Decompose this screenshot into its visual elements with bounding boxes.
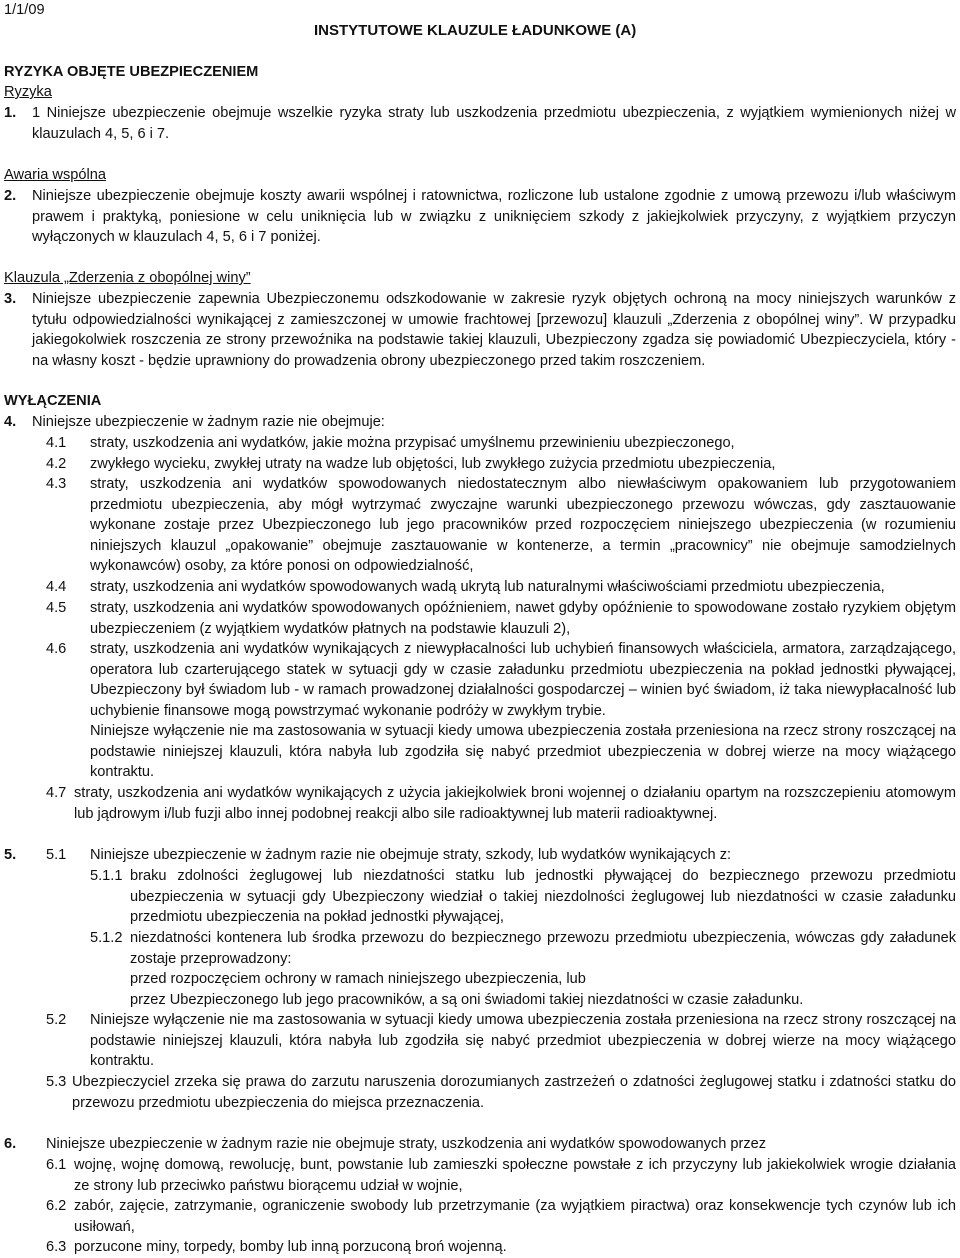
clause-1-text: 1 Niniejsze ubezpieczenie obejmuje wszelkie ryzyka straty lub uszkodzenia przedmiotu ubezpieczenia, z wyjątkiem wymienionych niżej w klauzulach 4, 5, 6 i 7. xyxy=(32,105,956,142)
clause-4-6-text: straty, uszkodzenia ani wydatków wynikających z niewypłacalności lub uchybień finansowych właściciela, armatora, zarządzającego, operatora lub czarterującego statek w sytuacji gdy w czasie załadunku przedmiotu ubezpieczenia na pokład jednostki pływającej, Ubezpieczony był świadom lub - w ramach prowadzonej działalności gospodarczej – winien być świadom, iż taka niewypłacalność lub uchybienie finansowe mogą powstrzymać wykonanie podróży w zwykłym trybie. xyxy=(90,641,956,719)
clause-4-1-number: 4.1 xyxy=(46,435,67,451)
clause-6-intro: Niniejsze ubezpieczenie w żadnym razie nie obejmuje straty, uszkodzenia ani wydatków spowodowanych przez xyxy=(46,1136,767,1152)
clause-4-1-text: straty, uszkodzenia ani wydatków, jakie można przypisać umyślnemu przewinieniu ubezpieczonego, xyxy=(90,435,735,451)
clause-5-1-1-text: braku zdolności żeglugowej lub niezdatności statku lub jednostki pływającej do bezpiecznego przewozu przedmiotu ubezpieczenia w sytuacji gdy Ubezpieczony wiedział o takiej niezdolności żeglugowej lub niezdatności w czasie załadunku przedmiotu ubezpieczenia na pokład jednostki pływającej, xyxy=(130,868,956,925)
clause-5-3-number: 5.3 xyxy=(46,1074,67,1090)
clause-5-3-text: Ubezpieczyciel zrzeka się prawa do zarzutu naruszenia dorozumianych zastrzeżeń o zdatności żeglugowej statku i zdatności statku do przewozu przedmiotu ubezpieczenia do miejsca przeznaczenia. xyxy=(72,1074,956,1111)
clause-4-2-text: zwykłego wycieku, zwykłej utraty na wadze lub objętości, lub zwykłego zużycia przedmiotu ubezpieczenia, xyxy=(90,456,776,472)
clause-2-heading: Awaria wspólna xyxy=(4,167,106,183)
clause-4-5-text: straty, uszkodzenia ani wydatków spowodowanych opóźnieniem, nawet gdyby opóźnienie to spowodowane zostało ryzykiem objętym ubezpieczeniem (z wyjątkiem wydatków płatnych na podstawie klauzuli 2), xyxy=(90,600,956,637)
clause-3-text: Niniejsze ubezpieczenie zapewnia Ubezpieczonemu odszkodowanie w zakresie ryzyk objętych ochroną na mocy niniejszych warunków z tytułu odpowiedzialności wynikającej z zamieszczonej w umowie frachtowej [przewozu] klauzuli „Zderzenia z obopólnej winy”. W przypadku jakiegokolwiek roszczenia ze strony przewoźnika na podstawie takiej klauzuli, Ubezpieczony zgadza się powiadomić Ubezpieczyciela, który - na własny koszt - będzie uprawniony do prowadzenia obrony ubezpieczonego przed takim roszczeniem. xyxy=(32,291,956,369)
clause-6-1-text: wojnę, wojnę domową, rewolucję, bunt, powstanie lub zamieszki społeczne powstałe z ich przyczyny lub jakiekolwiek wrogie działania ze strony lub przeciwko państwu biorącemu udział w wojnie, xyxy=(74,1157,956,1194)
clause-6-1-number: 6.1 xyxy=(46,1157,67,1173)
clause-5-1-2-line-1: przed rozpoczęciem ochrony w ramach niniejszego ubezpieczenia, lub xyxy=(130,971,586,987)
clause-5-1-2-line-2: przez Ubezpieczonego lub jego pracowników, a są oni świadomi takiej niezdatności w czasie załadunku. xyxy=(130,992,804,1008)
clause-3-heading: Klauzula „Zderzenia z obopólnej winy” xyxy=(4,270,251,286)
section-heading-risks: RYZYKA OBJĘTE UBEZPIECZENIEM xyxy=(4,64,259,80)
document-date: 1/1/09 xyxy=(4,2,45,18)
clause-4-4-number: 4.4 xyxy=(46,579,67,595)
clause-3-number: 3. xyxy=(4,291,17,307)
clause-1-heading: Ryzyka xyxy=(4,84,52,100)
clause-5-2-number: 5.2 xyxy=(46,1012,67,1028)
clause-2-text: Niniejsze ubezpieczenie obejmuje koszty awarii wspólnej i ratownictwa, rozliczone lub ustalone zgodnie z umową przewozu i/lub właściwym prawem i praktyką, poniesione w celu uniknięcia lub w związku z uniknięciem szkody z jakiejkolwiek przyczyny, z wyjątkiem przyczyn wyłączonych w klauzulach 4, 5, 6 i 7 poniżej. xyxy=(32,188,956,245)
clause-1-number: 1. xyxy=(4,105,17,121)
clause-4-number: 4. xyxy=(4,414,17,430)
clause-5-number: 5. xyxy=(4,847,17,863)
clause-4-4-text: straty, uszkodzenia ani wydatków spowodowanych wadą ukrytą lub naturalnymi właściwościami przedmiotu ubezpieczenia, xyxy=(90,579,885,595)
clause-4-6-note: Niniejsze wyłączenie nie ma zastosowania w sytuacji kiedy umowa ubezpieczenia została przeniesiona na rzecz strony roszczącej na podstawie niniejszej klauzuli, która nabyła lub zgodziła się nabyć przedmiot ubezpieczenia w dobrej wierze na mocy wiążącego kontraktu. xyxy=(90,723,956,780)
clause-5-1-number: 5.1 xyxy=(46,847,67,863)
clause-6-number: 6. xyxy=(4,1136,17,1152)
clause-5-1-2-text: niezdatności kontenera lub środka przewozu do bezpiecznego przewozu przedmiotu ubezpieczenia, wówczas gdy załadunek zostaje przeprowadzony: xyxy=(130,930,956,967)
clause-4-2-number: 4.2 xyxy=(46,456,67,472)
clause-5-1-1-number: 5.1.1 xyxy=(90,868,123,884)
clause-5-2-text: Niniejsze wyłączenie nie ma zastosowania w sytuacji kiedy umowa ubezpieczenia została przeniesiona na rzecz strony roszczącej na podstawie niniejszej klauzuli, która nabyła lub zgodziła się nabyć przedmiot ubezpieczenia w dobrej wierze na mocy wiążącego kontraktu. xyxy=(90,1012,956,1069)
clause-4-3-number: 4.3 xyxy=(46,476,67,492)
clause-4-intro: Niniejsze ubezpieczenie w żadnym razie nie obejmuje: xyxy=(32,414,385,430)
clause-4-6-number: 4.6 xyxy=(46,641,67,657)
clause-4-5-number: 4.5 xyxy=(46,600,67,616)
clause-5-1-2-number: 5.1.2 xyxy=(90,930,123,946)
clause-4-7-text: straty, uszkodzenia ani wydatków wynikających z użycia jakiejkolwiek broni wojennej o działaniu opartym na rozszczepieniu atomowym lub jądrowym i/lub fuzji albo innej podobnej reakcji albo sile radioaktywnej lub materii radioaktywnej. xyxy=(74,785,956,822)
clause-6-2-number: 6.2 xyxy=(46,1198,67,1214)
clause-4-7-number: 4.7 xyxy=(46,785,67,801)
document-title: INSTYTUTOWE KLAUZULE ŁADUNKOWE (A) xyxy=(314,22,637,39)
clause-6-2-text: zabór, zajęcie, zatrzymanie, ograniczenie swobody lub przetrzymanie (za wyjątkiem piractwa) oraz konsekwencje tych czynów lub ich usiłowań, xyxy=(74,1198,956,1235)
clause-2-number: 2. xyxy=(4,188,17,204)
clause-4-3-text: straty, uszkodzenia ani wydatków spowodowanych niedostatecznym albo niewłaściwym opakowaniem lub przygotowaniem przedmiotu ubezpieczenia, aby mógł wytrzymać zwyczajne warunki ubezpieczonego przewozu wówczas, gdy zasztauowanie wykonane zostaje przez Ubezpieczonego lub jego pracowników przed rozpoczęciem niniejszego ubezpieczenia (w rozumieniu niniejszych klauzul „opakowanie” obejmuje zasztauowanie w kontenerze, a termin „pracownicy” nie obejmuje samodzielnych wykonawców) osoby, za które ponosi on odpowiedzialność, xyxy=(90,476,956,574)
clause-5-1-intro: Niniejsze ubezpieczenie w żadnym razie nie obejmuje straty, szkody, lub wydatków wynikających z: xyxy=(90,847,732,863)
section-heading-exclusions: WYŁĄCZENIA xyxy=(4,393,102,409)
clause-6-3-number: 6.3 xyxy=(46,1239,67,1255)
clause-6-3-text: porzucone miny, torpedy, bomby lub inną porzuconą broń wojenną. xyxy=(74,1239,507,1255)
